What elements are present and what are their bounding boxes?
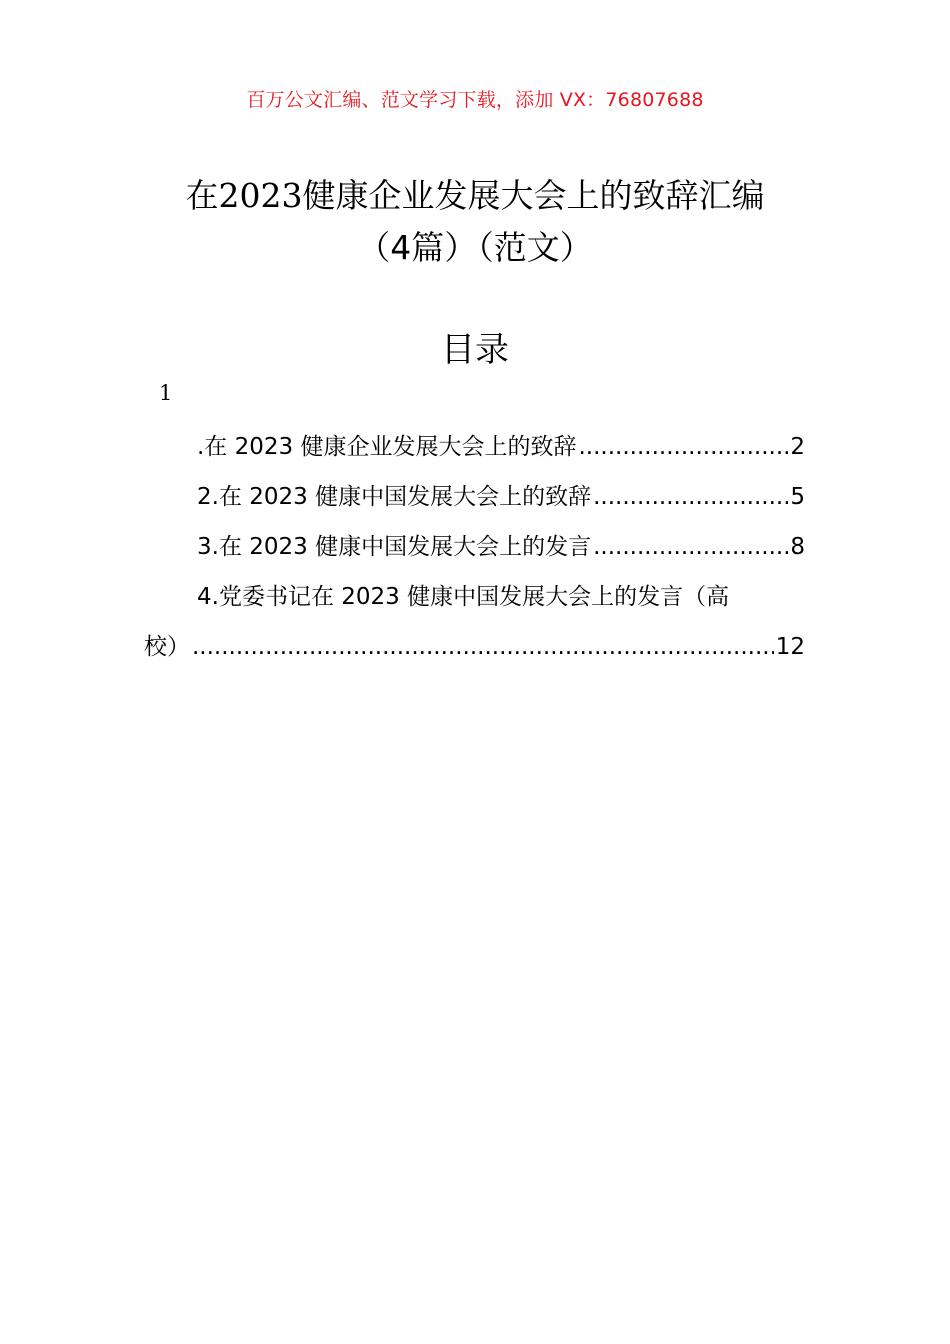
toc-dot-leader (192, 634, 774, 660)
toc-entry-4-line-2[interactable] (144, 628, 805, 661)
title-line-1 (150, 170, 800, 222)
toc-entry-4-line-1[interactable] (197, 578, 805, 611)
toc-entry-text: 3.在 2023 健康中国发展大会上的发言 (197, 534, 592, 560)
toc-entry-text: .在 2023 健康企业发展大会上的致辞 (197, 434, 577, 460)
toc-page-number: 5 (790, 484, 805, 510)
title-year: 2023 (218, 176, 303, 215)
toc-dot-leader (578, 434, 788, 460)
toc-dot-leader (593, 534, 788, 560)
toc-entry-text: 2.在 2023 健康中国发展大会上的致辞 (197, 484, 592, 510)
document-title (150, 170, 800, 274)
toc-page-number: 12 (775, 634, 805, 660)
toc-entry-1[interactable] (197, 428, 805, 461)
title-prefix: 在 (185, 176, 219, 215)
toc-stray-number: 1 (159, 381, 173, 405)
toc-heading: 目录 (441, 330, 509, 370)
toc-entry-3[interactable] (197, 528, 805, 561)
toc-entry-text: 4.党委书记在 2023 健康中国发展大会上的发言（高 (197, 584, 730, 610)
toc-entry-2[interactable] (197, 478, 805, 511)
toc-page-number: 8 (790, 534, 805, 560)
header-note: 百万公文汇编、范文学习下载，添加 VX：76807688 (246, 89, 704, 111)
toc-entry-text-continued: 校） (144, 634, 190, 660)
title-suffix: 健康企业发展大会上的致辞汇编 (302, 176, 765, 215)
title-line-2: （4篇）（范文） (357, 228, 593, 267)
toc-page-number: 2 (790, 434, 805, 460)
toc-dot-leader (593, 484, 788, 510)
